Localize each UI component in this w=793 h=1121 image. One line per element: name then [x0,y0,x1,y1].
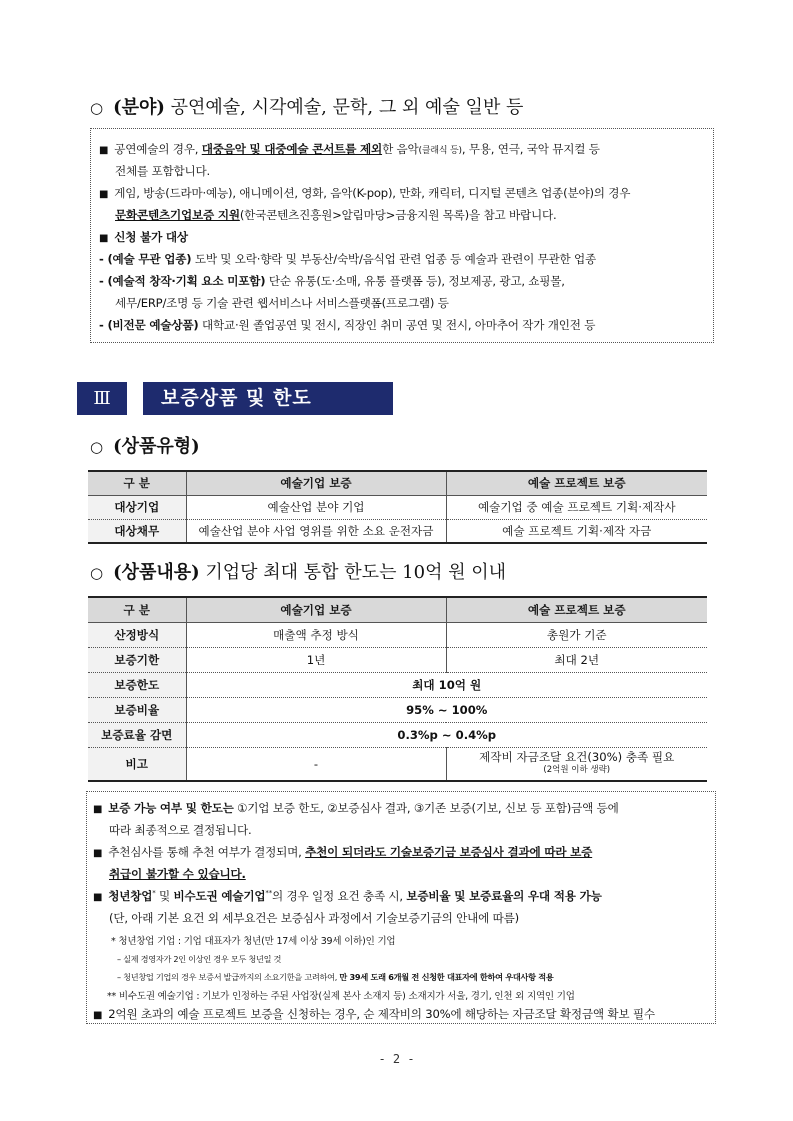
table-header-row [88,597,707,622]
field-box-line-9: - (비전문 예술상품) 대학교·원 졸업공연 및 전시, 직장인 취미 공연 및 전시, 아마추어 작가 개인전 등 [99,318,596,332]
table-cell: 제작비 자금조달 요건(30%) 충족 필요 (2억원 이하 생략) [446,747,707,781]
content-guarantee-link-text: 문화콘텐츠기업보증 지원 [115,208,240,222]
field-heading [90,93,523,119]
table-cell: 예술산업 분야 사업 영위를 위한 소요 운전자금 [186,519,446,543]
note-line-8: – 실제 경영자가 2인 이상인 경우 모두 청년일 것 [117,954,282,964]
note-line-3: ■ 추천심사를 통해 추천 여부가 결정되며, 추천이 되더라도 기술보증기금 보증심사 결과에 따라 보증 [93,845,593,859]
product-content-table [88,596,707,782]
note-line-10: ** 비수도권 예술기업 : 기보가 인정하는 주된 사업장(실제 본사 소재지 등) 소재지가 서울, 경기, 인천 외 지역인 기업 [107,991,575,1002]
page-number: - 2 - [378,1052,415,1066]
table-cell: 예술산업 분야 기업 [186,495,446,519]
field-box-line-6: - (예술 무관 업종) 도박 및 오락·향락 및 부동산/숙박/음식업 관련 업종 등 예술과 관련이 무관한 업종 [99,252,597,266]
product-content-heading [90,558,506,584]
table-cell: 총원가 기준 [446,622,707,647]
table-cell: 예술기업 중 예술 프로젝트 기획·제작사 [446,495,707,519]
table-cell: 예술 프로젝트 기획·제작 자금 [446,519,707,543]
table-row [88,622,707,647]
square-bullet-icon: ■ [93,1010,103,1021]
row-header-cell: 산정방식 [88,622,186,647]
exclusion-highlight: 대중음악 및 대중예술 콘서트를 제외 [201,142,383,156]
guarantee-notes-box [86,791,716,1024]
table-row [88,647,707,672]
field-box-line-4: 문화콘텐츠기업보증 지원(한국콘텐츠진흥원>알림마당>금융지원 목록)을 참고 바랍니다. [115,208,557,222]
table-cell-merged: 0.3%p ~ 0.4%p [186,722,707,747]
note-line-6: (단, 아래 기본 요건 외 세부요건은 보증심사 과정에서 기술보증기금의 안내에 따름) [109,911,519,925]
field-label: (분야) [113,97,165,118]
table-cell: 1년 [186,647,446,672]
field-box-line-5: ■ 신청 불가 대상 [99,230,188,244]
table-row [88,672,707,697]
table-header-row [88,471,707,495]
note-line-2: 따라 최종적으로 결정됩니다. [109,823,252,837]
square-bullet-icon: ■ [93,892,103,903]
table-header-cell: 예술기업 보증 [186,597,446,622]
table-row [88,747,707,781]
note-line-9: – 청년창업 기업의 경우 보증서 발급까지의 소요기한을 고려하여, 만 39세 도래 6개월 전 신청한 대표자에 한하여 우대사항 적용 [117,972,554,982]
note-line-1: ■ 보증 가능 여부 및 한도는 ①기업 보증 한도, ②보증심사 결과, ③기존 보증(기보, 신보 등 포함)금액 등에 [93,801,619,815]
circle-bullet-icon: ○ [90,564,104,582]
row-header-cell: 보증한도 [88,672,186,697]
field-box-line-1: ■ 공연예술의 경우, 대중음악 및 대중예술 콘서트를 제외한 음악(클래식 등), 무용, 연극, 국악 뮤지컬 등 [99,142,600,156]
table-cell: 최대 2년 [446,647,707,672]
product-content-text: 기업당 최대 통합 한도는 10억 원 이내 [199,562,507,583]
field-notice-box [90,128,714,343]
field-box-line-7: - (예술적 창작·기획 요소 미포함) 단순 유통(도·소매, 유통 플랫폼 등), 정보제공, 광고, 쇼핑몰, [99,274,565,288]
product-type-heading [90,432,200,458]
table-row [88,722,707,747]
product-type-table [88,470,707,544]
section-title: 보증상품 및 한도 [143,382,393,415]
table-header-cell: 예술 프로젝트 보증 [446,597,707,622]
field-box-line-3: ■ 게임, 방송(드라마·예능), 애니메이션, 영화, 음악(K-pop), 만화, 캐릭터, 디지털 콘텐츠 업종(분야)의 경우 [99,186,631,200]
square-bullet-icon: ■ [93,848,103,859]
square-bullet-icon: ■ [99,145,109,156]
table-header-cell: 예술 프로젝트 보증 [446,471,707,495]
table-header-cell: 예술기업 보증 [186,471,446,495]
note-line-5: ■ 청년창업* 및 비수도권 예술기업**의 경우 일정 요건 충족 시, 보증비율 및 보증료율의 우대 적용 가능 [93,889,602,903]
square-bullet-icon: ■ [93,804,103,815]
note-line-11: ■ 2억원 초과의 예술 프로젝트 보증을 신청하는 경우, 순 제작비의 30%에 해당하는 자금조달 확정금액 확보 필수 [93,1007,655,1021]
table-header-cell: 구 분 [88,471,186,495]
table-row [88,697,707,722]
row-header-cell: 보증기한 [88,647,186,672]
square-bullet-icon: ■ [99,189,109,200]
note-line-4: 취급이 불가할 수 있습니다. [109,867,246,881]
field-box-line-8: 세무/ERP/조명 등 기술 관련 웹서비스나 서비스플랫폼(프로그램) 등 [115,296,449,310]
note-line-7: * 청년창업 기업 : 기업 대표자가 청년(만 17세 이상 39세 이하)인 기업 [111,936,396,947]
product-type-label: (상품유형) [113,436,200,457]
circle-bullet-icon: ○ [90,438,104,456]
table-cell: 매출액 추정 방식 [186,622,446,647]
section-number: Ⅲ [77,382,127,415]
table-row [88,495,707,519]
square-bullet-icon: ■ [99,233,109,244]
table-cell-merged: 최대 10억 원 [186,672,707,697]
row-header-cell: 보증비율 [88,697,186,722]
row-header-cell: 대상기업 [88,495,186,519]
field-box-line-2: 전체를 포함합니다. [115,164,210,178]
field-text: 공연예술, 시각예술, 문학, 그 외 예술 일반 등 [164,97,524,118]
table-row [88,519,707,543]
product-content-label: (상품내용) [113,562,200,583]
row-header-cell: 보증료율 감면 [88,722,186,747]
table-cell: - [186,747,446,781]
circle-bullet-icon: ○ [90,99,104,117]
row-header-cell: 대상채무 [88,519,186,543]
table-cell-merged: 95% ~ 100% [186,697,707,722]
row-header-cell: 비고 [88,747,186,781]
table-header-cell: 구 분 [88,597,186,622]
